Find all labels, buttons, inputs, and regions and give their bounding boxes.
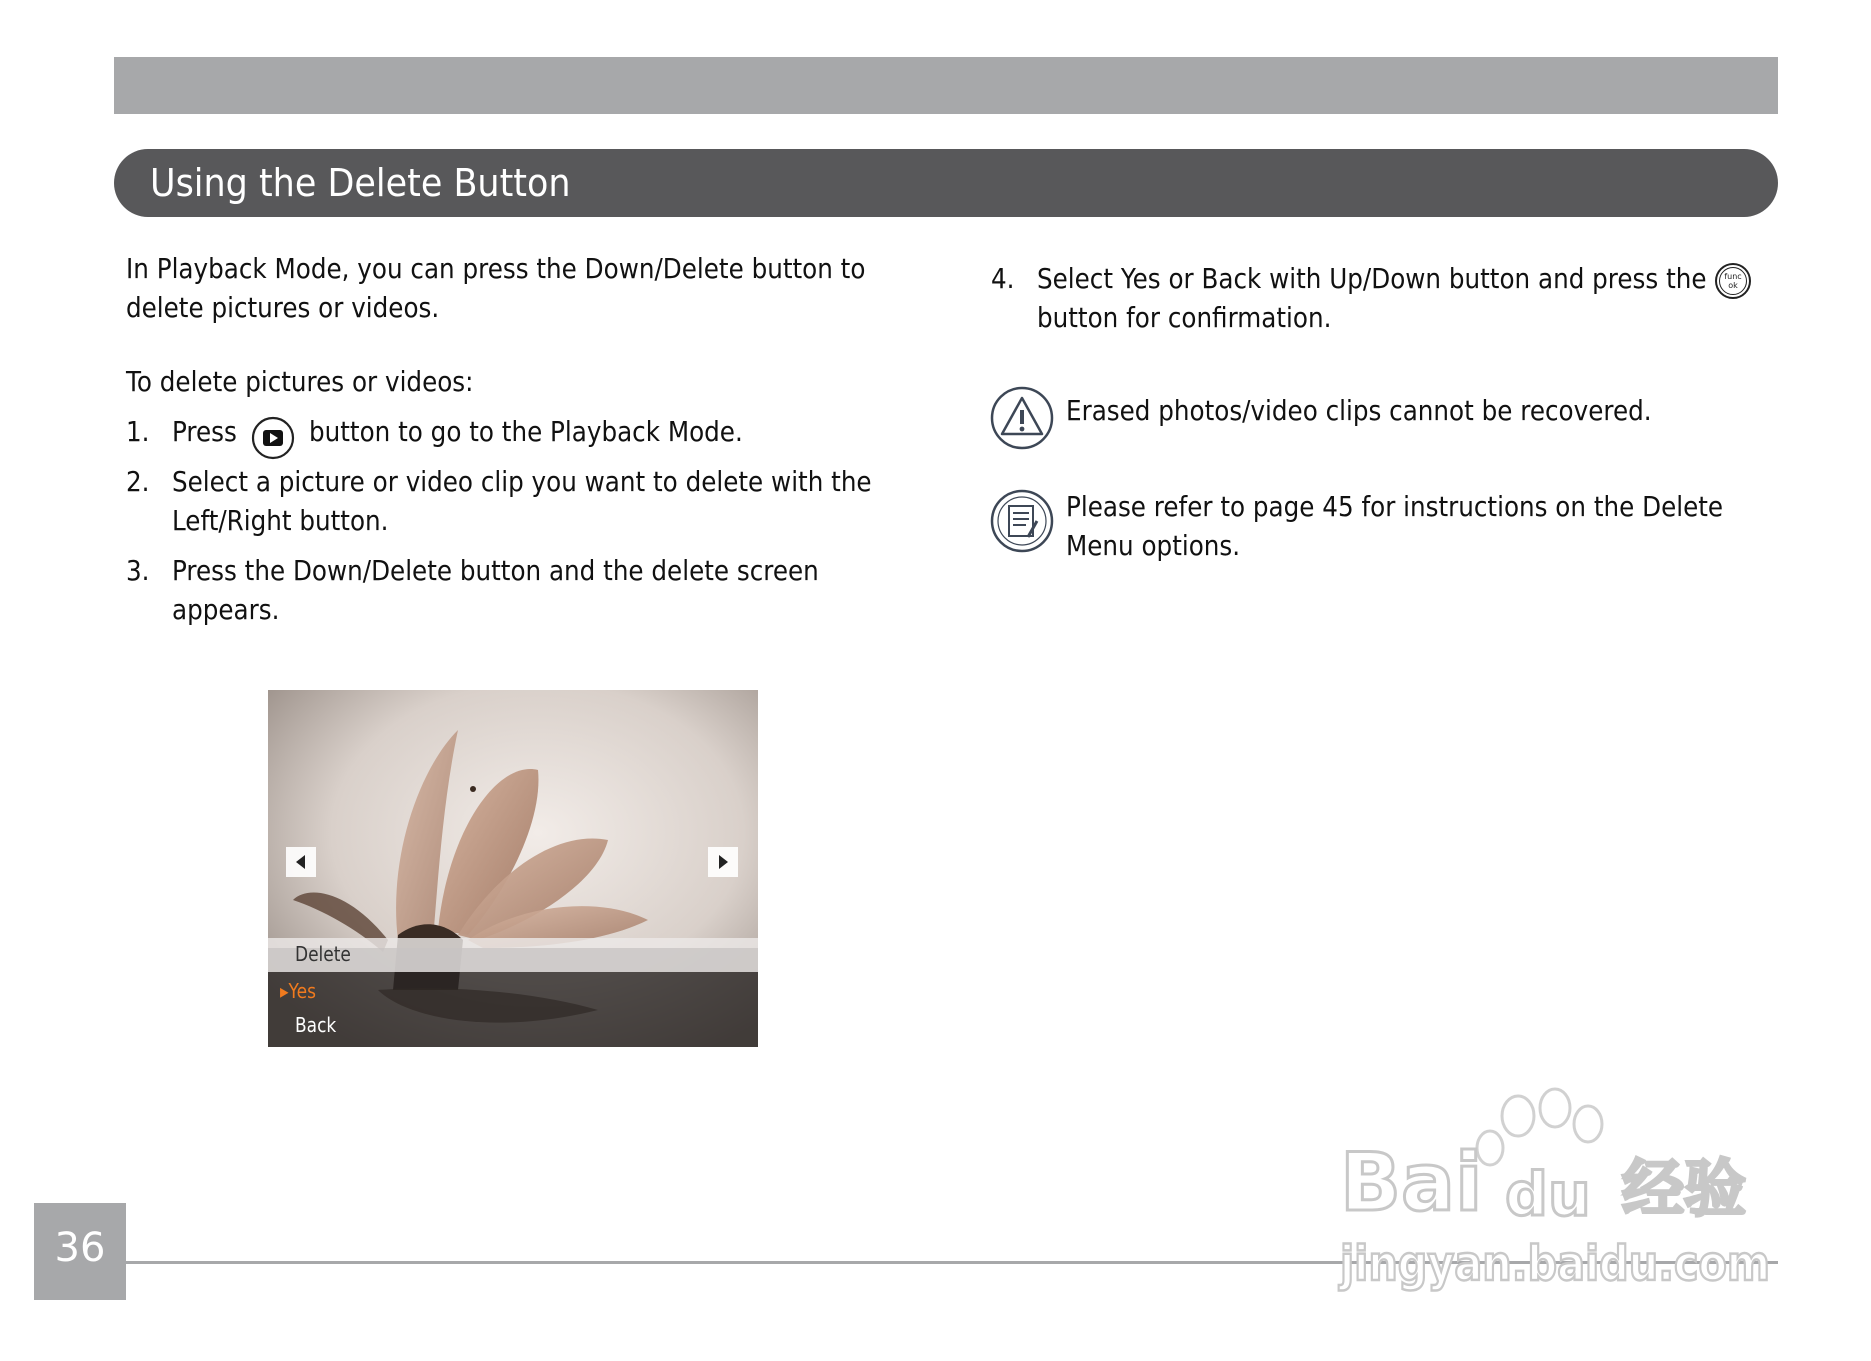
step-3-text <box>172 551 819 629</box>
func-ok-button-icon <box>1714 262 1752 310</box>
baidu-paw-logo <box>1340 1090 1780 1300</box>
right-arrow-icon <box>708 847 738 877</box>
delete-menu-title: Delete <box>295 942 351 966</box>
note-line-1: Please refer to page 45 for instructions on the Delete <box>1066 490 1724 523</box>
menu-option-yes-label: Yes <box>288 979 316 1003</box>
step-3-line-2: appears. <box>172 593 280 626</box>
step-2-line-2: Left/Right button. <box>172 504 389 537</box>
step-4-line-1: Select Yes or Back with Up/Down button and press the <box>1037 262 1707 295</box>
step-3-number: 3. <box>126 554 150 587</box>
step-1-text-b: button to go to the Playback Mode. <box>309 415 743 448</box>
left-arrow-button[interactable] <box>286 847 316 877</box>
step-3-line-1: Press the Down/Delete button and the delete screen <box>172 554 819 587</box>
warning-icon <box>990 386 1054 455</box>
left-arrow-icon <box>286 847 316 877</box>
step-2-number: 2. <box>126 465 150 498</box>
step-2-line-1: Select a picture or video clip you want to delete with the <box>172 465 872 498</box>
step-1-text-a: Press <box>172 415 237 448</box>
subheading: To delete pictures or videos: <box>126 365 474 398</box>
page-number: 36 <box>54 1225 106 1271</box>
note-line-2: Menu options. <box>1066 529 1241 562</box>
warning-text: Erased photos/video clips cannot be recovered. <box>1066 394 1652 427</box>
right-arrow-button[interactable] <box>708 847 738 877</box>
camera-screen-image <box>268 690 758 1047</box>
step-2-text <box>172 462 872 540</box>
page-number-box <box>34 1203 126 1300</box>
step-1-number: 1. <box>126 415 150 448</box>
note-icon <box>990 489 1054 558</box>
step-4-number: 4. <box>991 262 1015 295</box>
func-label: func <box>1724 272 1742 281</box>
page-title: Using the Delete Button <box>150 161 571 205</box>
top-header-bar <box>114 57 1778 114</box>
ok-label: ok <box>1728 281 1738 290</box>
watermark-domain: jingyan.baidu.com <box>1338 1236 1770 1292</box>
intro-paragraph <box>126 249 865 327</box>
watermark-cjk: 经验 <box>1622 1152 1747 1225</box>
watermark-brand-2: du <box>1505 1160 1591 1230</box>
intro-line-2: delete pictures or videos. <box>126 291 440 324</box>
intro-line-1: In Playback Mode, you can press the Down/Delete button to <box>126 252 866 285</box>
step-4-line-2: button for confirmation. <box>1037 301 1332 334</box>
menu-option-yes[interactable] <box>280 979 316 1003</box>
selection-marker: ▸ <box>280 979 289 1003</box>
watermark-brand: Bai <box>1340 1136 1483 1229</box>
note-text <box>1066 487 1723 565</box>
section-title-band <box>114 149 1778 217</box>
baidu-watermark <box>1340 1090 1780 1300</box>
menu-option-back[interactable]: Back <box>295 1013 337 1037</box>
